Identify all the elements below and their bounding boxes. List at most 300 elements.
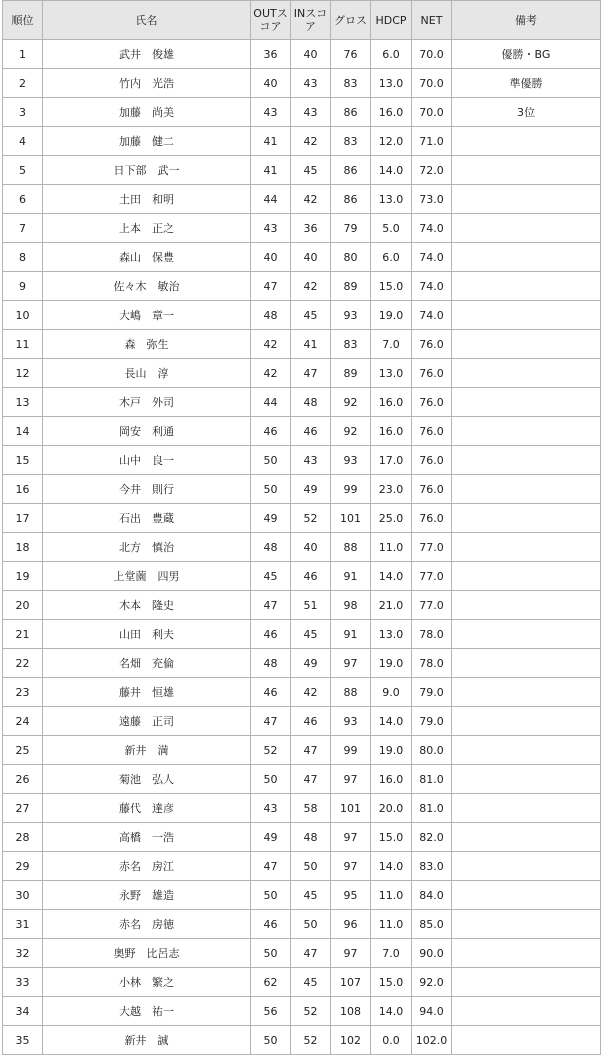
cell-rank: 30 — [3, 881, 43, 910]
cell-note — [452, 910, 601, 939]
cell-in-score: 36 — [291, 214, 331, 243]
cell-name: 永野 雄造 — [43, 881, 251, 910]
cell-rank: 21 — [3, 620, 43, 649]
cell-net: 76.0 — [412, 330, 452, 359]
cell-in-score: 48 — [291, 823, 331, 852]
cell-out-score: 48 — [251, 649, 291, 678]
cell-in-score: 45 — [291, 620, 331, 649]
cell-in-score: 42 — [291, 185, 331, 214]
cell-hdcp: 11.0 — [371, 533, 412, 562]
cell-note — [452, 446, 601, 475]
cell-net: 76.0 — [412, 446, 452, 475]
cell-in-score: 47 — [291, 736, 331, 765]
results-table — [2, 0, 601, 1055]
cell-gross: 93 — [331, 446, 371, 475]
cell-hdcp: 15.0 — [371, 823, 412, 852]
cell-in-score: 48 — [291, 388, 331, 417]
cell-note — [452, 214, 601, 243]
cell-gross: 101 — [331, 794, 371, 823]
cell-name: 武井 俊雄 — [43, 40, 251, 69]
cell-out-score: 42 — [251, 330, 291, 359]
cell-note — [452, 533, 601, 562]
cell-name: 長山 淳 — [43, 359, 251, 388]
cell-note — [452, 185, 601, 214]
cell-rank: 16 — [3, 475, 43, 504]
cell-in-score: 47 — [291, 765, 331, 794]
cell-rank: 35 — [3, 1026, 43, 1055]
cell-name: 上堂薗 四男 — [43, 562, 251, 591]
cell-name: 佐々木 敏治 — [43, 272, 251, 301]
cell-net: 74.0 — [412, 301, 452, 330]
cell-out-score: 44 — [251, 388, 291, 417]
cell-note — [452, 678, 601, 707]
cell-net: 74.0 — [412, 243, 452, 272]
cell-out-score: 46 — [251, 910, 291, 939]
cell-note: 優勝・BG — [452, 40, 601, 69]
cell-hdcp: 19.0 — [371, 649, 412, 678]
cell-net: 92.0 — [412, 968, 452, 997]
cell-rank: 20 — [3, 591, 43, 620]
cell-note: 3位 — [452, 98, 601, 127]
table-row — [3, 794, 601, 823]
cell-rank: 18 — [3, 533, 43, 562]
cell-in-score: 41 — [291, 330, 331, 359]
cell-out-score: 41 — [251, 156, 291, 185]
cell-net: 78.0 — [412, 649, 452, 678]
table-row — [3, 69, 601, 98]
cell-gross: 88 — [331, 533, 371, 562]
table-row — [3, 736, 601, 765]
cell-net: 82.0 — [412, 823, 452, 852]
cell-hdcp: 14.0 — [371, 852, 412, 881]
cell-hdcp: 13.0 — [371, 185, 412, 214]
cell-name: 石出 豊蔵 — [43, 504, 251, 533]
cell-note — [452, 301, 601, 330]
cell-in-score: 46 — [291, 417, 331, 446]
cell-hdcp: 16.0 — [371, 765, 412, 794]
table-row — [3, 533, 601, 562]
table-row — [3, 678, 601, 707]
cell-gross: 97 — [331, 852, 371, 881]
cell-note — [452, 591, 601, 620]
cell-name: 加藤 尚美 — [43, 98, 251, 127]
cell-net: 70.0 — [412, 98, 452, 127]
cell-net: 72.0 — [412, 156, 452, 185]
cell-gross: 107 — [331, 968, 371, 997]
cell-note — [452, 388, 601, 417]
cell-in-score: 47 — [291, 939, 331, 968]
cell-out-score: 48 — [251, 533, 291, 562]
cell-out-score: 44 — [251, 185, 291, 214]
cell-hdcp: 7.0 — [371, 939, 412, 968]
cell-gross: 97 — [331, 823, 371, 852]
table-row — [3, 127, 601, 156]
cell-net: 85.0 — [412, 910, 452, 939]
cell-note — [452, 823, 601, 852]
header-name: 氏名 — [43, 1, 251, 40]
cell-rank: 26 — [3, 765, 43, 794]
cell-name: 今井 則行 — [43, 475, 251, 504]
cell-name: 上本 正之 — [43, 214, 251, 243]
cell-rank: 32 — [3, 939, 43, 968]
cell-net: 83.0 — [412, 852, 452, 881]
cell-rank: 3 — [3, 98, 43, 127]
table-row — [3, 620, 601, 649]
results-body — [3, 40, 601, 1055]
cell-out-score: 50 — [251, 939, 291, 968]
cell-out-score: 47 — [251, 591, 291, 620]
cell-net: 79.0 — [412, 678, 452, 707]
cell-net: 80.0 — [412, 736, 452, 765]
cell-hdcp: 15.0 — [371, 272, 412, 301]
cell-net: 76.0 — [412, 475, 452, 504]
cell-gross: 89 — [331, 359, 371, 388]
cell-in-score: 42 — [291, 678, 331, 707]
cell-gross: 91 — [331, 562, 371, 591]
cell-gross: 108 — [331, 997, 371, 1026]
cell-out-score: 47 — [251, 852, 291, 881]
cell-note — [452, 272, 601, 301]
cell-rank: 6 — [3, 185, 43, 214]
cell-name: 森 弥生 — [43, 330, 251, 359]
cell-note — [452, 1026, 601, 1055]
cell-out-score: 43 — [251, 794, 291, 823]
cell-gross: 99 — [331, 475, 371, 504]
cell-note — [452, 504, 601, 533]
cell-rank: 29 — [3, 852, 43, 881]
cell-note — [452, 997, 601, 1026]
cell-gross: 83 — [331, 330, 371, 359]
table-row — [3, 1026, 601, 1055]
table-row — [3, 214, 601, 243]
cell-gross: 92 — [331, 417, 371, 446]
cell-out-score: 43 — [251, 98, 291, 127]
cell-rank: 7 — [3, 214, 43, 243]
cell-note — [452, 736, 601, 765]
cell-hdcp: 23.0 — [371, 475, 412, 504]
cell-gross: 88 — [331, 678, 371, 707]
cell-out-score: 36 — [251, 40, 291, 69]
cell-name: 森山 保豊 — [43, 243, 251, 272]
cell-out-score: 46 — [251, 417, 291, 446]
cell-out-score: 48 — [251, 301, 291, 330]
cell-note — [452, 794, 601, 823]
cell-gross: 76 — [331, 40, 371, 69]
cell-hdcp: 11.0 — [371, 881, 412, 910]
cell-note — [452, 649, 601, 678]
cell-note — [452, 620, 601, 649]
cell-net: 102.0 — [412, 1026, 452, 1055]
cell-in-score: 50 — [291, 852, 331, 881]
cell-name: 奥野 比呂志 — [43, 939, 251, 968]
cell-in-score: 45 — [291, 301, 331, 330]
cell-gross: 99 — [331, 736, 371, 765]
cell-note — [452, 707, 601, 736]
cell-net: 81.0 — [412, 794, 452, 823]
cell-hdcp: 9.0 — [371, 678, 412, 707]
cell-gross: 93 — [331, 707, 371, 736]
table-row — [3, 968, 601, 997]
cell-note — [452, 475, 601, 504]
cell-net: 77.0 — [412, 533, 452, 562]
cell-in-score: 45 — [291, 156, 331, 185]
cell-gross: 92 — [331, 388, 371, 417]
cell-name: 竹内 光浩 — [43, 69, 251, 98]
cell-net: 71.0 — [412, 127, 452, 156]
cell-name: 山田 利夫 — [43, 620, 251, 649]
table-row — [3, 939, 601, 968]
header-out: OUTスコア — [251, 1, 291, 40]
table-row — [3, 98, 601, 127]
cell-note — [452, 852, 601, 881]
cell-gross: 96 — [331, 910, 371, 939]
cell-rank: 9 — [3, 272, 43, 301]
cell-gross: 102 — [331, 1026, 371, 1055]
cell-note — [452, 417, 601, 446]
cell-name: 菊池 弘人 — [43, 765, 251, 794]
cell-net: 76.0 — [412, 417, 452, 446]
cell-rank: 5 — [3, 156, 43, 185]
table-row — [3, 446, 601, 475]
cell-out-score: 46 — [251, 620, 291, 649]
cell-hdcp: 19.0 — [371, 736, 412, 765]
cell-rank: 2 — [3, 69, 43, 98]
table-row — [3, 707, 601, 736]
cell-rank: 34 — [3, 997, 43, 1026]
cell-out-score: 62 — [251, 968, 291, 997]
cell-net: 76.0 — [412, 388, 452, 417]
cell-out-score: 40 — [251, 69, 291, 98]
cell-gross: 80 — [331, 243, 371, 272]
table-row — [3, 156, 601, 185]
cell-out-score: 41 — [251, 127, 291, 156]
cell-name: 岡安 利通 — [43, 417, 251, 446]
cell-rank: 10 — [3, 301, 43, 330]
cell-name: 土田 和明 — [43, 185, 251, 214]
table-row — [3, 388, 601, 417]
cell-net: 84.0 — [412, 881, 452, 910]
table-row — [3, 997, 601, 1026]
cell-in-score: 51 — [291, 591, 331, 620]
cell-in-score: 49 — [291, 475, 331, 504]
cell-name: 高橋 一浩 — [43, 823, 251, 852]
cell-out-score: 47 — [251, 707, 291, 736]
header-row — [3, 1, 601, 40]
table-row — [3, 330, 601, 359]
cell-name: 大嶋 章一 — [43, 301, 251, 330]
cell-rank: 31 — [3, 910, 43, 939]
cell-net: 74.0 — [412, 214, 452, 243]
cell-net: 77.0 — [412, 591, 452, 620]
cell-rank: 8 — [3, 243, 43, 272]
cell-out-score: 43 — [251, 214, 291, 243]
cell-name: 新井 誠 — [43, 1026, 251, 1055]
cell-in-score: 42 — [291, 127, 331, 156]
cell-note — [452, 765, 601, 794]
table-row — [3, 823, 601, 852]
cell-rank: 14 — [3, 417, 43, 446]
table-row — [3, 243, 601, 272]
cell-gross: 97 — [331, 649, 371, 678]
cell-rank: 22 — [3, 649, 43, 678]
cell-rank: 25 — [3, 736, 43, 765]
table-row — [3, 417, 601, 446]
cell-rank: 24 — [3, 707, 43, 736]
cell-in-score: 45 — [291, 968, 331, 997]
cell-out-score: 50 — [251, 1026, 291, 1055]
header-net: NET — [412, 1, 452, 40]
cell-name: 加藤 健二 — [43, 127, 251, 156]
cell-net: 90.0 — [412, 939, 452, 968]
cell-name: 名畑 充倫 — [43, 649, 251, 678]
cell-name: 藤代 達彦 — [43, 794, 251, 823]
cell-rank: 28 — [3, 823, 43, 852]
cell-in-score: 49 — [291, 649, 331, 678]
cell-gross: 97 — [331, 765, 371, 794]
cell-net: 77.0 — [412, 562, 452, 591]
cell-note — [452, 968, 601, 997]
cell-hdcp: 6.0 — [371, 243, 412, 272]
cell-gross: 86 — [331, 98, 371, 127]
cell-rank: 12 — [3, 359, 43, 388]
cell-hdcp: 20.0 — [371, 794, 412, 823]
cell-in-score: 52 — [291, 504, 331, 533]
cell-net: 74.0 — [412, 272, 452, 301]
cell-hdcp: 14.0 — [371, 707, 412, 736]
cell-note — [452, 330, 601, 359]
table-row — [3, 910, 601, 939]
cell-name: 大越 祐一 — [43, 997, 251, 1026]
cell-rank: 17 — [3, 504, 43, 533]
cell-in-score: 42 — [291, 272, 331, 301]
cell-rank: 15 — [3, 446, 43, 475]
table-row — [3, 649, 601, 678]
cell-hdcp: 16.0 — [371, 417, 412, 446]
cell-net: 94.0 — [412, 997, 452, 1026]
cell-in-score: 43 — [291, 69, 331, 98]
cell-in-score: 50 — [291, 910, 331, 939]
cell-gross: 83 — [331, 127, 371, 156]
table-row — [3, 562, 601, 591]
cell-note — [452, 562, 601, 591]
cell-in-score: 58 — [291, 794, 331, 823]
cell-hdcp: 15.0 — [371, 968, 412, 997]
table-row — [3, 504, 601, 533]
header-note: 備考 — [452, 1, 601, 40]
cell-hdcp: 17.0 — [371, 446, 412, 475]
cell-rank: 23 — [3, 678, 43, 707]
cell-note — [452, 243, 601, 272]
cell-out-score: 42 — [251, 359, 291, 388]
cell-note: 準優勝 — [452, 69, 601, 98]
cell-hdcp: 11.0 — [371, 910, 412, 939]
cell-gross: 97 — [331, 939, 371, 968]
cell-out-score: 49 — [251, 504, 291, 533]
cell-hdcp: 14.0 — [371, 156, 412, 185]
table-row — [3, 40, 601, 69]
cell-hdcp: 16.0 — [371, 388, 412, 417]
cell-name: 山中 良一 — [43, 446, 251, 475]
cell-hdcp: 19.0 — [371, 301, 412, 330]
table-row — [3, 359, 601, 388]
cell-hdcp: 5.0 — [371, 214, 412, 243]
cell-rank: 4 — [3, 127, 43, 156]
cell-gross: 95 — [331, 881, 371, 910]
cell-in-score: 46 — [291, 707, 331, 736]
cell-in-score: 40 — [291, 533, 331, 562]
cell-out-score: 46 — [251, 678, 291, 707]
cell-out-score: 40 — [251, 243, 291, 272]
cell-hdcp: 0.0 — [371, 1026, 412, 1055]
cell-out-score: 45 — [251, 562, 291, 591]
cell-net: 70.0 — [412, 69, 452, 98]
cell-hdcp: 7.0 — [371, 330, 412, 359]
table-row — [3, 881, 601, 910]
cell-name: 新井 満 — [43, 736, 251, 765]
header-hdcp: HDCP — [371, 1, 412, 40]
cell-net: 78.0 — [412, 620, 452, 649]
table-row — [3, 301, 601, 330]
cell-rank: 33 — [3, 968, 43, 997]
cell-name: 日下部 武一 — [43, 156, 251, 185]
table-row — [3, 765, 601, 794]
table-row — [3, 852, 601, 881]
cell-name: 赤名 房江 — [43, 852, 251, 881]
cell-out-score: 49 — [251, 823, 291, 852]
cell-gross: 93 — [331, 301, 371, 330]
cell-hdcp: 12.0 — [371, 127, 412, 156]
cell-in-score: 45 — [291, 881, 331, 910]
cell-out-score: 50 — [251, 446, 291, 475]
cell-note — [452, 939, 601, 968]
cell-out-score: 50 — [251, 881, 291, 910]
cell-gross: 98 — [331, 591, 371, 620]
cell-hdcp: 16.0 — [371, 98, 412, 127]
cell-out-score: 52 — [251, 736, 291, 765]
cell-out-score: 56 — [251, 997, 291, 1026]
cell-hdcp: 13.0 — [371, 69, 412, 98]
cell-gross: 91 — [331, 620, 371, 649]
cell-gross: 101 — [331, 504, 371, 533]
cell-gross: 79 — [331, 214, 371, 243]
cell-rank: 1 — [3, 40, 43, 69]
cell-gross: 83 — [331, 69, 371, 98]
table-row — [3, 591, 601, 620]
cell-hdcp: 6.0 — [371, 40, 412, 69]
cell-note — [452, 881, 601, 910]
cell-net: 76.0 — [412, 359, 452, 388]
table-row — [3, 185, 601, 214]
cell-hdcp: 14.0 — [371, 562, 412, 591]
cell-name: 遠藤 正司 — [43, 707, 251, 736]
cell-rank: 13 — [3, 388, 43, 417]
cell-in-score: 52 — [291, 1026, 331, 1055]
cell-hdcp: 25.0 — [371, 504, 412, 533]
cell-name: 木本 隆史 — [43, 591, 251, 620]
cell-rank: 19 — [3, 562, 43, 591]
cell-net: 73.0 — [412, 185, 452, 214]
cell-net: 81.0 — [412, 765, 452, 794]
cell-in-score: 40 — [291, 40, 331, 69]
table-row — [3, 272, 601, 301]
cell-in-score: 47 — [291, 359, 331, 388]
cell-name: 赤名 房徳 — [43, 910, 251, 939]
cell-gross: 89 — [331, 272, 371, 301]
cell-out-score: 47 — [251, 272, 291, 301]
cell-net: 70.0 — [412, 40, 452, 69]
header-rank: 順位 — [3, 1, 43, 40]
cell-name: 小林 繁之 — [43, 968, 251, 997]
